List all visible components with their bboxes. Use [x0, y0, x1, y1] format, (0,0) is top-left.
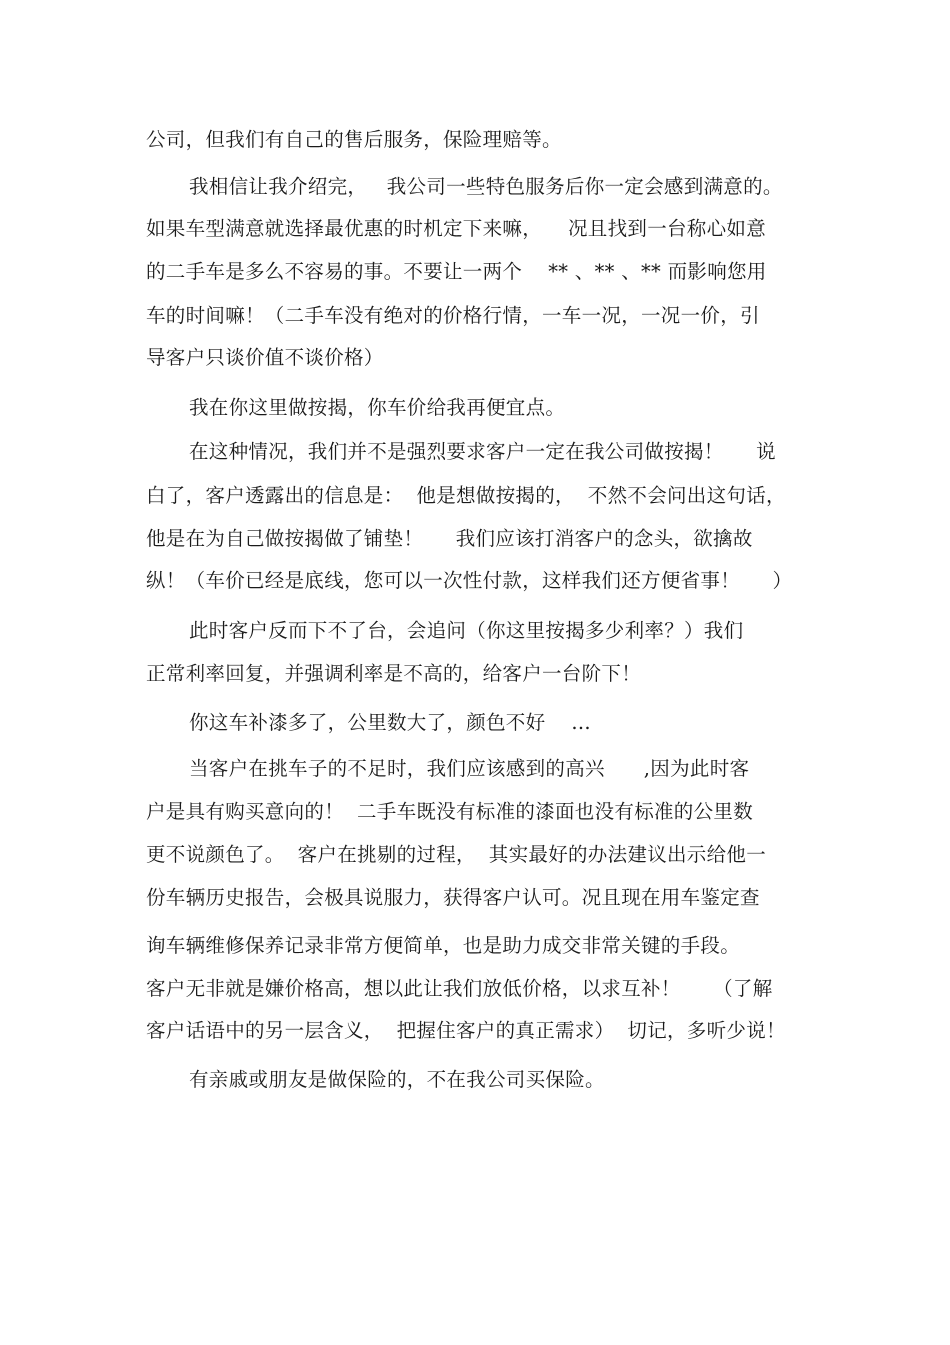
text-line: 导客户只谈价值不谈价格）: [146, 346, 384, 369]
text-line: 此时客户反而下不了台，会追问（你这里按揭多少利率？）我们: [189, 619, 744, 642]
text-line: 有亲戚或朋友是做保险的，不在我公司买保险。: [189, 1068, 605, 1091]
text-line: 如果车型满意就选择最优惠的时机定下来嘛， 况且找到一台称心如意: [146, 217, 766, 240]
text-line: 当客户在挑车子的不足时，我们应该感到的高兴 ,因为此时客: [189, 757, 750, 780]
text-line: 车的时间嘛！（二手车没有绝对的价格行情，一车一况，一况一价，引: [146, 304, 760, 327]
text-line: 客户话语中的另一层含义， 把握住客户的真正需求） 切记，多听少说！: [146, 1019, 786, 1042]
text-line: 我在你这里做按揭，你车价给我再便宜点。: [189, 396, 566, 419]
text-line: 的二手车是多么不容易的事。不要让一两个 ** 、** 、** 而影响您用: [146, 260, 767, 283]
text-line: 你这车补漆多了，公里数大了，颜色不好 ...: [189, 711, 591, 734]
text-line: 纵！（车价已经是底线，您可以一次性付款，这样我们还方便省事！ ）: [146, 569, 793, 592]
text-line: 更不说颜色了。 客户在挑剔的过程， 其实最好的办法建议出示给他一: [146, 843, 766, 866]
text-line: 白了，客户透露出的信息是： 他是想做按揭的， 不然不会问出这句话，: [146, 484, 786, 507]
text-line: 客户无非就是嫌价格高，想以此让我们放低价格，以求互补！ （了解: [146, 977, 773, 1000]
text-line: 在这种情况，我们并不是强烈要求客户一定在我公司做按揭！ 说: [189, 440, 776, 463]
text-line: 份车辆历史报告，会极具说服力，获得客户认可。况且现在用车鉴定查: [146, 886, 760, 909]
text-line: 户是具有购买意向的！ 二手车既没有标准的漆面也没有标准的公里数: [146, 800, 753, 823]
text-line: 正常利率回复，并强调利率是不高的，给客户一台阶下！: [146, 662, 642, 685]
text-line: 询车辆维修保养记录非常方便简单，也是助力成交非常关键的手段。: [146, 934, 741, 957]
text-line: 我相信让我介绍完， 我公司一些特色服务后你一定会感到满意的。: [189, 175, 783, 198]
text-line: 他是在为自己做按揭做了铺垫！ 我们应该打消客户的念头，欲擒故: [146, 527, 753, 550]
text-line: 公司，但我们有自己的售后服务，保险理赔等。: [146, 128, 562, 151]
